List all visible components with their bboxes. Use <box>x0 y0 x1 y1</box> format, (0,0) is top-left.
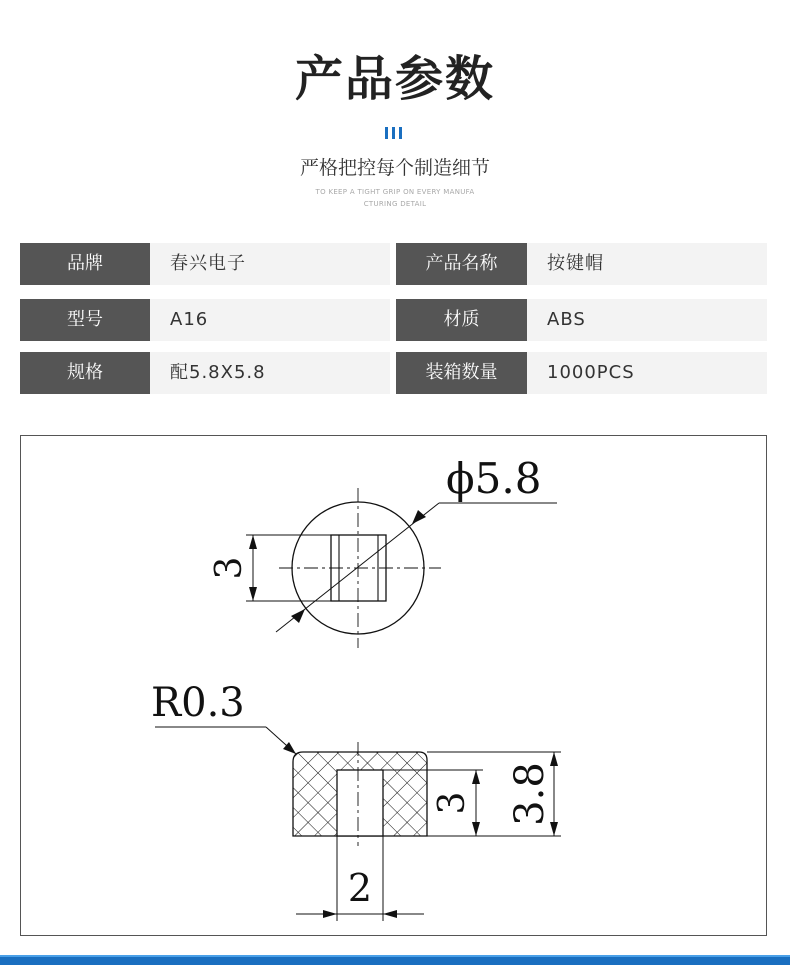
hole-dim-arrow-left <box>323 910 337 918</box>
hole-dim-arrow-right <box>383 910 397 918</box>
inner-depth-label: 3 <box>432 791 473 815</box>
english-subtitle-line1: TO KEEP A TIGHT GRIP ON EVERY MANUFA <box>315 188 475 196</box>
slot-dim-arrow-top <box>249 535 257 549</box>
diameter-arrow-upper <box>412 510 426 524</box>
hole-width-label: 2 <box>347 866 373 910</box>
spec-label-brand: 品牌 <box>20 243 150 285</box>
depth-dim-arrow-bottom <box>472 822 480 836</box>
spec-label-model: 型号 <box>20 299 150 341</box>
page-subtitle: 严格把控每个制造细节 <box>299 157 490 179</box>
slot-dim-arrow-bottom <box>249 587 257 601</box>
spec-value-brand: 春兴电子 <box>150 243 390 285</box>
english-subtitle-line2: CTURING DETAIL <box>363 200 427 208</box>
spec-value-product-name: 按键帽 <box>527 243 767 285</box>
slot-width-label: 3 <box>209 556 250 580</box>
spec-value-model: A16 <box>150 299 390 341</box>
depth-dim-arrow-top <box>472 770 480 784</box>
english-subtitle <box>315 186 475 210</box>
spec-value-spec: 配5.8X5.8 <box>150 352 390 394</box>
spec-value-packing-qty: 1000PCS <box>527 352 767 394</box>
page-title: 产品参数 <box>294 51 495 107</box>
spec-label-product-name: 产品名称 <box>396 243 527 285</box>
spec-label-material: 材质 <box>396 299 527 341</box>
technical-drawing <box>20 435 767 936</box>
top-view <box>209 454 557 648</box>
diameter-label: ϕ5.8 <box>446 454 542 503</box>
footer-band <box>0 957 790 965</box>
diameter-arrow-lower <box>291 609 305 623</box>
total-height-label: 3.8 <box>507 762 553 826</box>
section-view <box>151 680 561 921</box>
title-accent-bars <box>385 127 405 139</box>
drawing-canvas <box>21 436 768 937</box>
spec-label-spec: 规格 <box>20 352 150 394</box>
spec-label-packing-qty: 装箱数量 <box>396 352 527 394</box>
radius-label: R0.3 <box>151 680 245 726</box>
section-hole <box>337 770 383 836</box>
spec-value-material: ABS <box>527 299 767 341</box>
